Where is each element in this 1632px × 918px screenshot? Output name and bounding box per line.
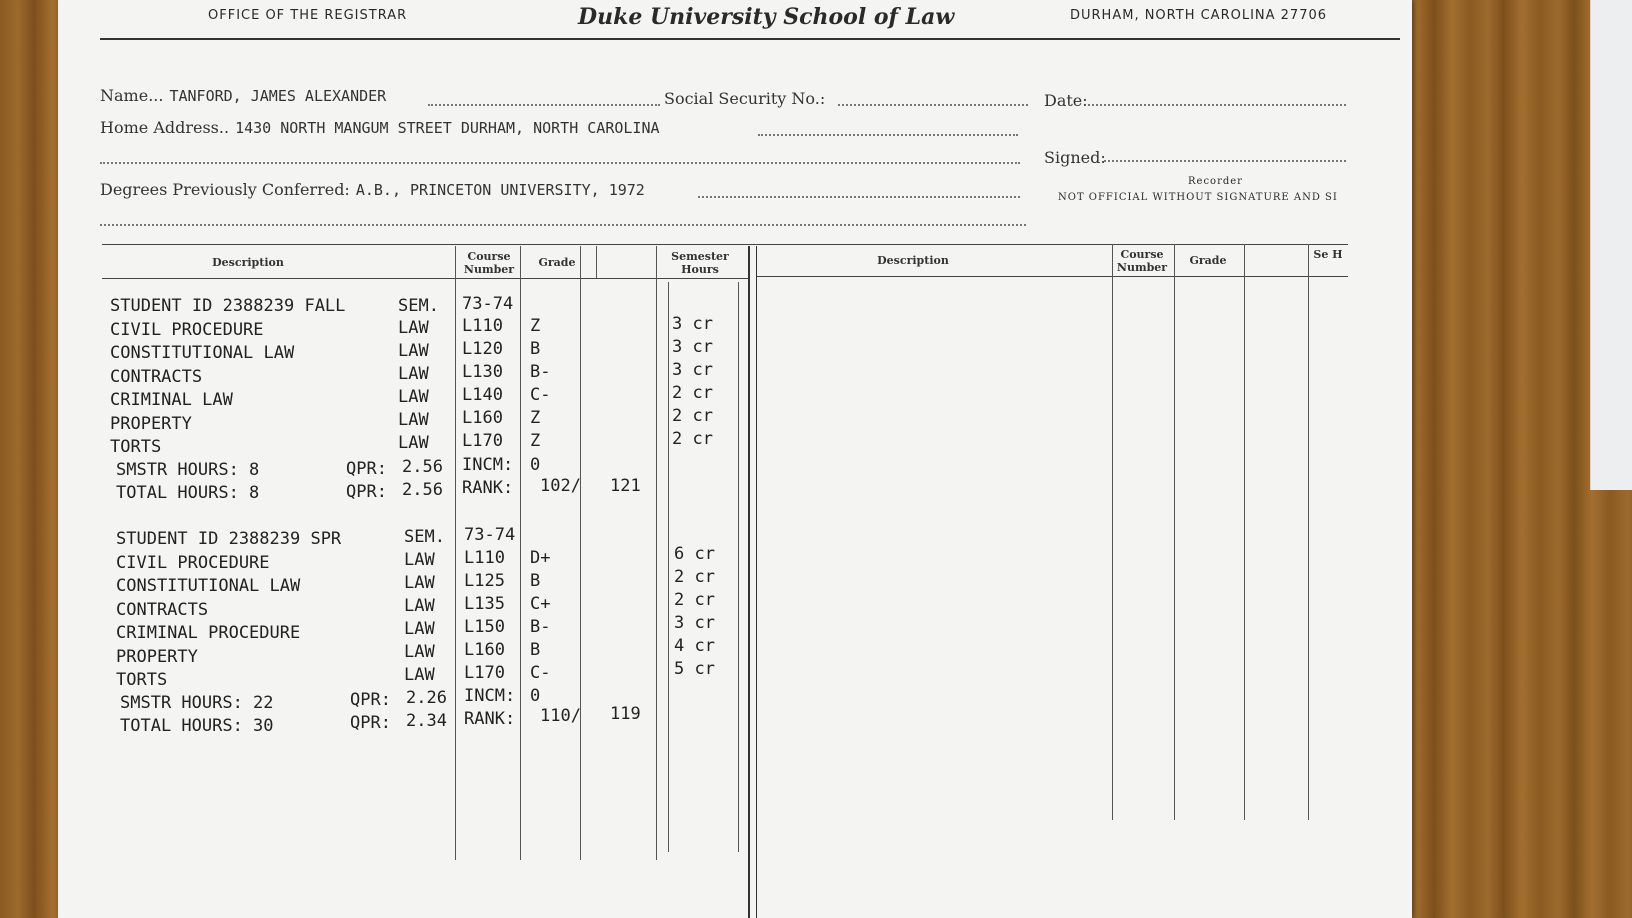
spring-smstr-qpr: 2.26	[406, 688, 447, 708]
course-description: CONSTITUTIONAL LAW	[110, 343, 295, 363]
course-dept: LAW	[398, 318, 429, 338]
spring-total-qpr-label: QPR:	[350, 713, 391, 733]
fall-total-hours: TOTAL HOURS: 8	[116, 483, 260, 503]
course-hours: 3 cr	[672, 337, 713, 357]
left-header-rule	[102, 278, 748, 279]
course-dept: LAW	[404, 665, 435, 685]
name-dotted-line	[428, 104, 660, 106]
spring-smstr-hours: SMSTR HOURS: 22	[120, 693, 274, 713]
spring-total-qpr: 2.34	[406, 711, 447, 731]
course-dept: LAW	[404, 596, 435, 616]
fall-rank-label: RANK:	[462, 478, 514, 498]
course-description: TORTS	[116, 670, 168, 690]
degrees-value: A.B., PRINCETON UNIVERSITY, 1972	[355, 181, 645, 199]
official-note: NOT OFFICIAL WITHOUT SIGNATURE AND SI	[1058, 192, 1338, 203]
course-grade: B	[530, 640, 541, 660]
degrees-label: Degrees Previously Conferred:	[100, 180, 350, 199]
date-label: Date:	[1044, 91, 1088, 110]
right-col-grade: Grade	[1189, 254, 1227, 267]
spring-year: 73-74	[464, 525, 516, 545]
fall-incm-label: INCM:	[462, 455, 514, 475]
course-number: L110	[462, 316, 503, 336]
fall-total-qpr: 2.56	[402, 480, 443, 500]
course-dept: LAW	[404, 619, 435, 639]
course-description: CIVIL PROCEDURE	[116, 553, 270, 573]
spring-incm: 0	[530, 686, 541, 706]
course-dept: LAW	[398, 410, 429, 430]
spring-heading: STUDENT ID 2388239 SPR	[116, 529, 342, 549]
address-dotted-line-2	[100, 162, 1020, 164]
course-hours: 2 cr	[672, 406, 713, 426]
col-course-number: Course Number	[463, 250, 515, 276]
course-dept: LAW	[404, 642, 435, 662]
course-description: CONTRACTS	[110, 367, 203, 387]
course-description: TORTS	[110, 437, 162, 457]
course-number: L160	[464, 640, 505, 660]
ssn-label: Social Security No.:	[664, 89, 826, 108]
right-header-rule	[756, 276, 1348, 277]
col-divider-grade-head	[596, 246, 597, 278]
fall-smstr-qpr: 2.56	[402, 457, 443, 477]
course-number: L160	[462, 408, 503, 428]
ssn-dotted-line	[838, 104, 1028, 106]
course-description: CRIMINAL LAW	[110, 390, 233, 410]
course-description: CONSTITUTIONAL LAW	[116, 576, 301, 596]
course-grade: B	[530, 571, 541, 591]
underlying-sheet-edge	[1590, 0, 1632, 490]
course-dept: LAW	[404, 573, 435, 593]
fall-total-qpr-label: QPR:	[346, 482, 387, 502]
school-location: DURHAM, NORTH CAROLINA 27706	[1070, 8, 1328, 23]
course-grade: B-	[530, 362, 551, 382]
course-grade: C+	[530, 594, 551, 614]
transcript-paper	[58, 0, 1412, 918]
address-value: 1430 NORTH MANGUM STREET DURHAM, NORTH CAROLINA	[235, 119, 660, 137]
address-dotted-line	[758, 134, 1018, 136]
signed-label: Signed:	[1044, 148, 1106, 167]
col-divider-extra	[656, 246, 657, 860]
spring-sem-label: SEM.	[404, 527, 445, 547]
degrees-dotted-line	[698, 196, 1020, 198]
table-top-rule	[102, 244, 1348, 245]
right-col-sem-hours: Se H	[1313, 248, 1343, 261]
fall-smstr-hours: SMSTR HOURS: 8	[116, 460, 260, 480]
course-description: CIVIL PROCEDURE	[110, 320, 264, 340]
course-dept: LAW	[398, 341, 429, 361]
fall-incm: 0	[530, 455, 541, 475]
fall-sem-label: SEM.	[398, 296, 439, 316]
right-col-divider-2	[1174, 244, 1175, 820]
course-description: PROPERTY	[116, 647, 198, 667]
course-number: L135	[464, 594, 505, 614]
degrees-field	[100, 180, 645, 199]
course-hours: 2 cr	[674, 590, 715, 610]
course-description: PROPERTY	[110, 414, 192, 434]
course-number: L140	[462, 385, 503, 405]
col-grade: Grade	[538, 256, 576, 269]
name-value: TANFORD, JAMES ALEXANDER	[169, 87, 387, 105]
course-hours: 2 cr	[672, 383, 713, 403]
center-divider-2	[756, 246, 757, 918]
col-divider-dept	[455, 246, 456, 860]
course-grade: Z	[530, 408, 541, 428]
course-description: CRIMINAL PROCEDURE	[116, 623, 301, 643]
signed-dotted-line	[1104, 160, 1346, 162]
address-field: Home Address.. 1430 NORTH MANGUM STREET DURHAM, NORTH CAROLINA	[100, 118, 660, 137]
course-hours: 3 cr	[672, 360, 713, 380]
recorder-label: Recorder	[1188, 176, 1243, 187]
col-divider-hours-end	[738, 282, 739, 852]
name-field: Name... TANFORD, JAMES ALEXANDER	[100, 86, 387, 105]
course-number: L170	[464, 663, 505, 683]
header-rule	[100, 38, 1400, 40]
fall-year: 73-74	[462, 294, 514, 314]
course-hours: 4 cr	[674, 636, 715, 656]
course-number: L130	[462, 362, 503, 382]
course-hours: 3 cr	[672, 314, 713, 334]
col-description: Description	[212, 256, 284, 269]
col-divider-number	[520, 246, 521, 860]
registrar-office-label: OFFICE OF THE REGISTRAR	[208, 8, 408, 23]
center-divider	[748, 246, 750, 918]
fall-heading: STUDENT ID 2388239 FALL	[110, 296, 346, 316]
right-col-divider-1	[1112, 244, 1113, 820]
course-hours: 5 cr	[674, 659, 715, 679]
course-dept: LAW	[398, 387, 429, 407]
course-grade: D+	[530, 548, 551, 568]
date-dotted-line	[1088, 104, 1346, 106]
spring-rank-of: 119	[610, 704, 641, 724]
address-label: Home Address	[100, 118, 219, 137]
fall-rank: 102/	[540, 476, 581, 496]
right-col-divider-4	[1308, 244, 1309, 820]
spring-total-hours: TOTAL HOURS: 30	[120, 716, 274, 736]
course-number: L150	[464, 617, 505, 637]
course-grade: C-	[530, 385, 551, 405]
course-number: L125	[464, 571, 505, 591]
course-number: L110	[464, 548, 505, 568]
course-number: L120	[462, 339, 503, 359]
spring-smstr-qpr-label: QPR:	[350, 690, 391, 710]
fall-rank-of: 121	[610, 476, 641, 496]
course-grade: B	[530, 339, 541, 359]
spring-incm-label: INCM:	[464, 686, 516, 706]
course-hours: 6 cr	[674, 544, 715, 564]
course-hours: 2 cr	[674, 567, 715, 587]
course-hours: 2 cr	[672, 429, 713, 449]
spring-rank-label: RANK:	[464, 709, 516, 729]
col-semester-hours: Semester Hours	[671, 250, 729, 276]
course-grade: Z	[530, 431, 541, 451]
course-grade: C-	[530, 663, 551, 683]
right-col-course-number: Course Number	[1116, 248, 1168, 274]
course-grade: Z	[530, 316, 541, 336]
right-col-divider-3	[1244, 244, 1245, 820]
course-description: CONTRACTS	[116, 600, 209, 620]
fall-smstr-qpr-label: QPR:	[346, 459, 387, 479]
course-dept: LAW	[398, 433, 429, 453]
degrees-dotted-line-2	[100, 224, 1026, 226]
school-title: Duke University School of Law	[578, 4, 955, 30]
course-hours: 3 cr	[674, 613, 715, 633]
right-col-description: Description	[877, 254, 949, 267]
course-grade: B-	[530, 617, 551, 637]
spring-rank: 110/	[540, 706, 581, 726]
course-dept: LAW	[404, 550, 435, 570]
col-divider-grade	[580, 246, 581, 860]
course-dept: LAW	[398, 364, 429, 384]
name-label: Name	[100, 86, 149, 105]
col-divider-hours	[668, 282, 669, 852]
course-number: L170	[462, 431, 503, 451]
